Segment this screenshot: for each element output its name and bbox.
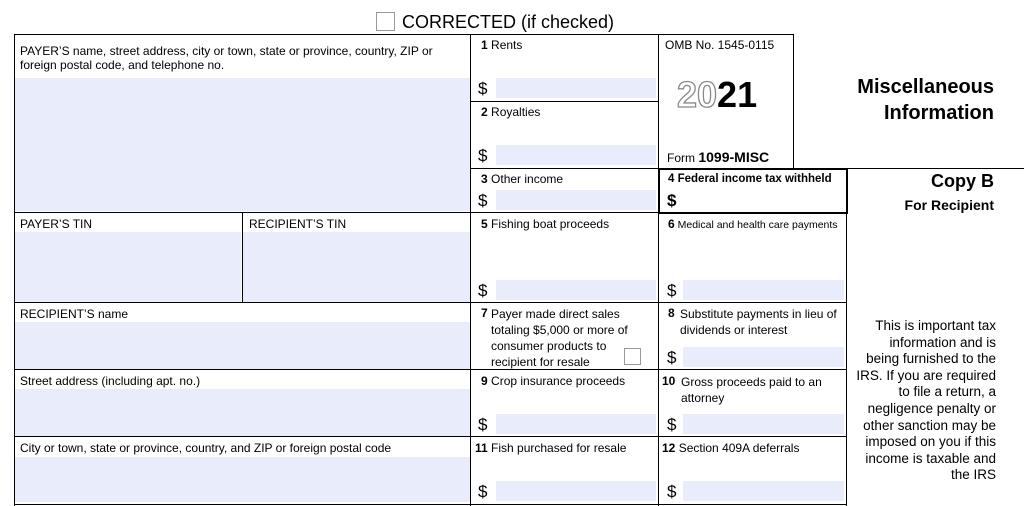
corrected-label: CORRECTED (if checked) — [402, 12, 615, 32]
box9-dollar: $ — [478, 415, 488, 434]
box12-number: 12 — [662, 441, 676, 455]
box12-label — [662, 441, 799, 455]
form-title — [857, 74, 994, 126]
box12-text: Section 409A deferrals — [678, 441, 800, 455]
box11-label — [475, 441, 626, 455]
line-name-bottom — [14, 369, 846, 370]
box6-field[interactable] — [683, 280, 844, 300]
box5-label — [481, 217, 609, 231]
box4-label — [668, 172, 832, 186]
box9-field[interactable] — [496, 414, 656, 434]
copy-label: Copy B — [931, 171, 994, 191]
box10-number: 10 — [662, 374, 676, 388]
payer-tin-field[interactable] — [15, 232, 241, 302]
divider-omb-right — [793, 34, 794, 168]
box3-text: Other income — [491, 172, 564, 186]
box3-label — [481, 172, 563, 186]
divider-tin — [242, 213, 243, 303]
box7-number: 7 — [481, 306, 488, 320]
box6-text: Medical and health care payments — [677, 219, 838, 231]
box5-field[interactable] — [496, 280, 656, 300]
divider-box-right — [846, 168, 847, 506]
box5-text: Fishing boat proceeds — [491, 217, 610, 231]
box6-label — [668, 217, 838, 232]
box8-field[interactable] — [683, 347, 844, 367]
important-notice: This is important tax information and is being furnished to the IRS. If you are required to file a return, a negligence penalty or other sanction may be imposed on you if this income is taxable and the IRS — [856, 318, 996, 483]
box8-dollar: $ — [667, 348, 677, 367]
tax-year-suffix: 21 — [717, 74, 758, 115]
box11-field[interactable] — [496, 481, 656, 501]
box11-text: Fish purchased for resale — [491, 441, 627, 455]
form-bottom-border — [14, 504, 846, 505]
corrected-checkbox[interactable] — [376, 12, 395, 31]
form-name: 1099-MISC — [698, 149, 770, 165]
payer-tin-label: PAYER’S TIN — [20, 217, 93, 231]
box6-dollar: $ — [667, 281, 677, 300]
box4-number: 4 — [668, 173, 675, 185]
box1-label — [481, 38, 522, 52]
recipient-street-field[interactable] — [15, 389, 470, 436]
payer-name-label: PAYER’S name, street address, city or town, state or province, country, ZIP or foreign postal code, and telephone no. — [20, 44, 433, 72]
tax-year-prefix: 20 — [677, 74, 718, 115]
line-box1-bottom — [470, 101, 658, 102]
box1-dollar: $ — [478, 79, 488, 98]
line-street-bottom — [14, 436, 846, 437]
recipient-name-label: RECIPIENT’S name — [20, 307, 129, 321]
box10-text: Gross proceeds paid to an attorney — [681, 375, 822, 405]
recipient-city-label: City or town, state or province, country, and ZIP or foreign postal code — [20, 441, 392, 455]
box12-dollar: $ — [667, 482, 677, 501]
omb-number: OMB No. 1545-0115 — [665, 38, 775, 52]
line-tin-bottom — [14, 302, 846, 303]
box3-number: 3 — [481, 172, 488, 186]
box10-field[interactable] — [683, 414, 844, 434]
box5-number: 5 — [481, 217, 488, 231]
recipient-tin-label: RECIPIENT’S TIN — [249, 217, 347, 231]
box3-field[interactable] — [496, 190, 656, 210]
box2-text: Royalties — [491, 105, 541, 119]
box6-number: 6 — [668, 217, 675, 231]
recipient-tin-field[interactable] — [243, 232, 470, 302]
box5-dollar: $ — [478, 281, 488, 300]
box10-dollar: $ — [667, 415, 677, 434]
recipient-city-field[interactable] — [15, 457, 470, 502]
for-recipient-label: For Recipient — [904, 197, 994, 213]
box9-text: Crop insurance proceeds — [491, 374, 626, 388]
box4-dollar: $ — [667, 191, 677, 210]
box3-dollar: $ — [478, 191, 488, 210]
form-top-border — [14, 34, 794, 35]
form-title-line2: Information — [884, 102, 994, 124]
recipient-name-field[interactable] — [15, 322, 470, 369]
form-id — [667, 149, 769, 166]
box8-text: Substitute payments in lieu of dividends or interest — [680, 307, 837, 337]
box4-text: Federal income tax withheld — [677, 173, 832, 185]
box12-field[interactable] — [683, 481, 844, 501]
box9-number: 9 — [481, 374, 488, 388]
box8-number: 8 — [668, 306, 675, 320]
box9-label — [481, 374, 625, 388]
box1-text: Rents — [491, 38, 523, 52]
box7-text: Payer made direct sales totaling $5,000 or more of consumer products to recipient for resale — [491, 307, 628, 369]
tax-year — [677, 75, 757, 115]
box7-checkbox[interactable] — [624, 348, 641, 365]
recipient-street-label: Street address (including apt. no.) — [20, 374, 201, 388]
box2-number: 2 — [481, 105, 488, 119]
box11-number: 11 — [475, 441, 488, 455]
box11-dollar: $ — [478, 482, 488, 501]
form-title-line1: Miscellaneous — [857, 76, 994, 98]
box2-dollar: $ — [478, 146, 488, 165]
box1-field[interactable] — [496, 78, 656, 98]
box2-field[interactable] — [496, 145, 656, 165]
box2-label — [481, 105, 540, 119]
box1-number: 1 — [481, 38, 488, 52]
payer-info-field[interactable] — [15, 78, 470, 211]
form-word: Form — [667, 151, 695, 165]
